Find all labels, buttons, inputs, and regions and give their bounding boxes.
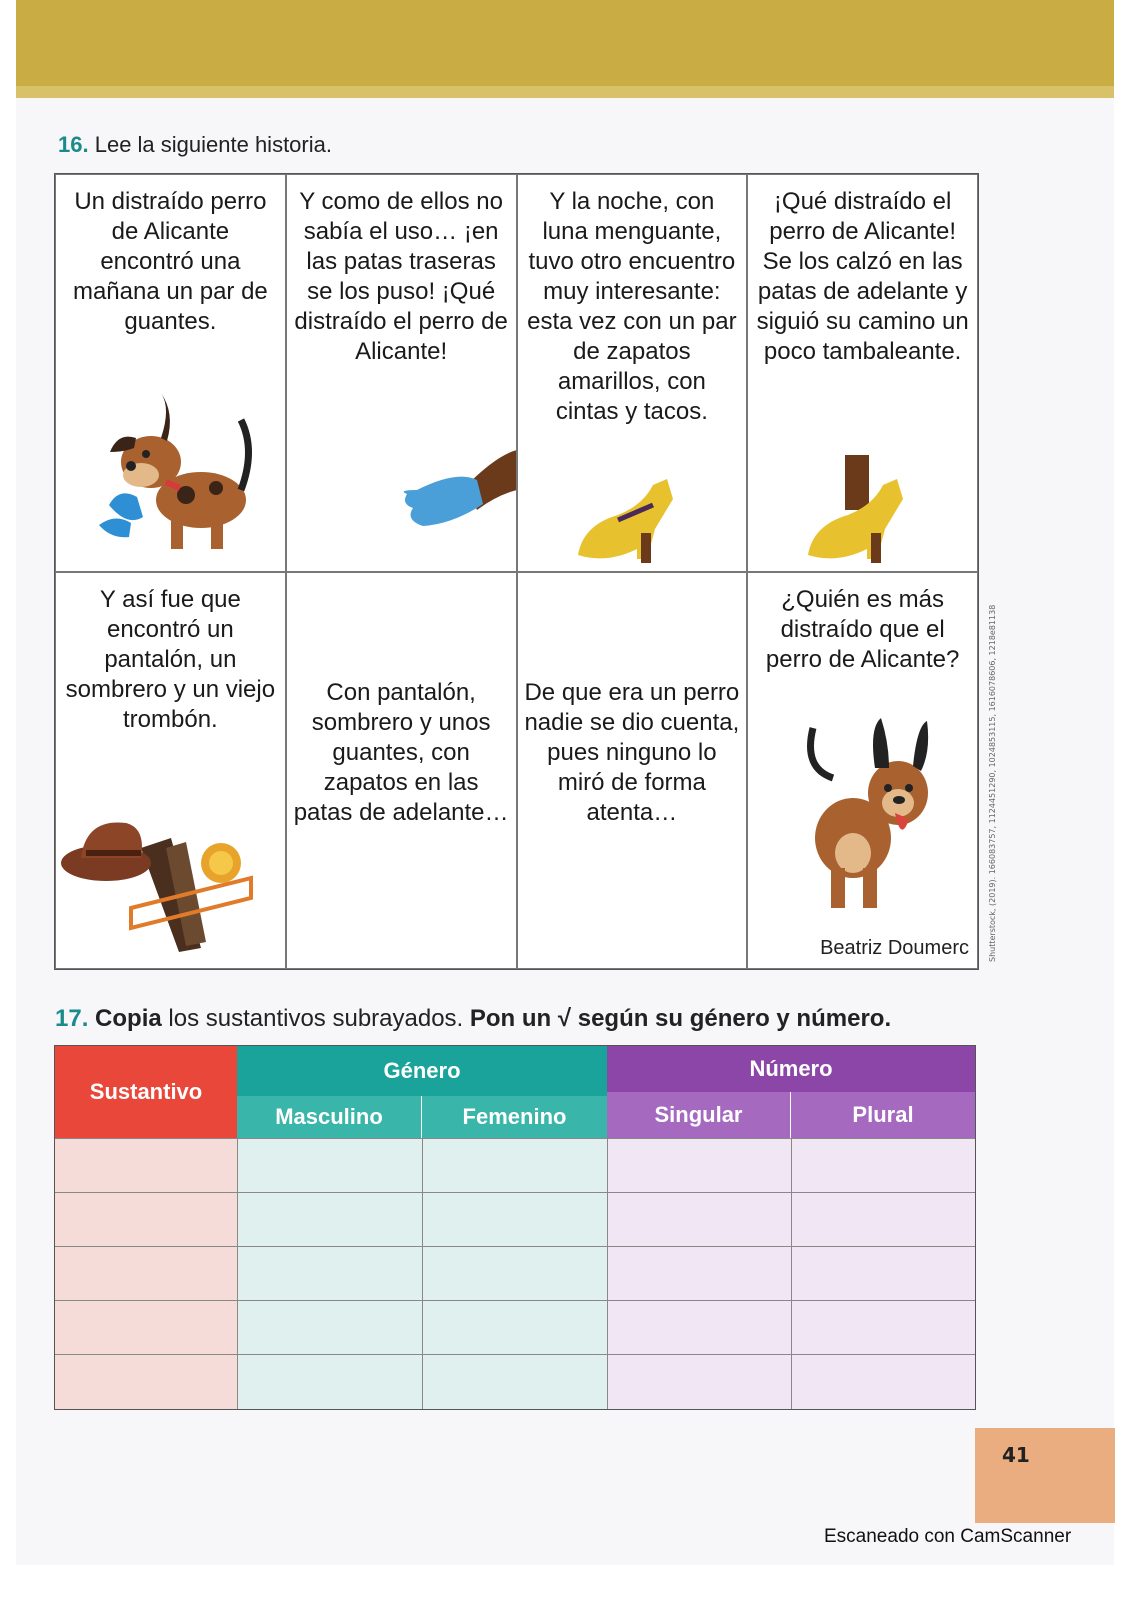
column-divider bbox=[422, 1138, 423, 1409]
hat-pants-trombone-illustration bbox=[61, 808, 276, 958]
paw-in-glove-illustration bbox=[397, 445, 517, 545]
story-panel bbox=[517, 572, 748, 970]
story-panel bbox=[55, 174, 286, 572]
image-credit: Shutterstock, (2019). 166083757, 1124451290, 1024853115, 1616078606, 1218e81138 bbox=[988, 604, 997, 962]
row-divider bbox=[55, 1192, 975, 1193]
story-text: ¿Quién es más distraído que el perro de Alicante? bbox=[765, 585, 960, 673]
header-sustantivo: Sustantivo bbox=[55, 1046, 237, 1138]
story-text: ¡Qué distraído el perro de Alicante! Se los calzó en las patas de adelante y siguió su camino un poco tambaleante. bbox=[756, 188, 969, 365]
story-panel bbox=[286, 572, 517, 970]
story-panel bbox=[286, 174, 517, 572]
story-panel bbox=[747, 174, 978, 572]
story-grid bbox=[54, 173, 979, 970]
column-divider bbox=[791, 1138, 792, 1409]
dog-tongue-out-illustration bbox=[803, 718, 933, 918]
header-plural: Plural bbox=[791, 1092, 975, 1138]
row-divider bbox=[55, 1300, 975, 1301]
story-panel bbox=[747, 572, 978, 970]
instruction-bold: Copia bbox=[95, 1005, 162, 1032]
exercise-16-heading bbox=[58, 132, 332, 158]
author-name: Beatriz Doumerc bbox=[820, 937, 969, 959]
exercise-instruction: Lee la siguiente historia. bbox=[94, 132, 332, 157]
instruction-text: los sustantivos subrayados. bbox=[168, 1005, 464, 1032]
story-panel bbox=[55, 572, 286, 970]
story-panel bbox=[517, 174, 748, 572]
column-sustantivo-bg bbox=[55, 1138, 237, 1409]
column-divider bbox=[607, 1138, 608, 1409]
yellow-shoe-illustration bbox=[573, 475, 683, 570]
exercise-number: 17. bbox=[55, 1005, 89, 1032]
noun-classification-table bbox=[54, 1045, 976, 1410]
story-text: Y como de ellos no sabía el uso… ¡en las patas traseras se los puso! ¡Qué distraído el perro de Alicante! bbox=[294, 188, 508, 365]
row-divider bbox=[55, 1354, 975, 1355]
story-text: Y así fue que encontró un pantalón, un sombrero y un viejo trombón. bbox=[65, 585, 276, 733]
paw-in-shoe-illustration bbox=[803, 455, 913, 570]
instruction-bold: Pon un √ según su género y número. bbox=[469, 1005, 892, 1032]
scanner-watermark: Escaneado con CamScanner bbox=[824, 1526, 1072, 1547]
row-divider bbox=[55, 1246, 975, 1247]
exercise-number: 16. bbox=[58, 132, 89, 157]
row-divider bbox=[55, 1138, 975, 1139]
story-text: Y la noche, con luna menguante, tuvo otro encuentro muy interesante: esta vez con un par de zapatos amarillos, con cintas y tacos. bbox=[527, 188, 737, 425]
header-bar bbox=[16, 0, 1114, 96]
dog-with-gloves-illustration bbox=[91, 390, 261, 560]
header-masculino: Masculino bbox=[237, 1096, 422, 1138]
column-divider bbox=[237, 1138, 238, 1409]
page-number-tab bbox=[975, 1428, 1115, 1523]
exercise-17-heading bbox=[55, 1005, 891, 1033]
header-singular: Singular bbox=[607, 1092, 791, 1138]
header-genero: Género bbox=[237, 1046, 607, 1096]
header-bar-edge bbox=[16, 86, 1114, 98]
story-text: Un distraído perro de Alicante encontró una mañana un par de guantes. bbox=[72, 188, 268, 335]
story-text: De que era un perro nadie se dio cuenta, pues ninguno lo miró de forma atenta… bbox=[524, 678, 740, 826]
page-number: 41 bbox=[1002, 1443, 1030, 1467]
story-text: Con pantalón, sombrero y unos guantes, con zapatos en las patas de adelante… bbox=[293, 678, 509, 826]
header-numero: Número bbox=[607, 1046, 975, 1092]
header-femenino: Femenino bbox=[422, 1096, 607, 1138]
